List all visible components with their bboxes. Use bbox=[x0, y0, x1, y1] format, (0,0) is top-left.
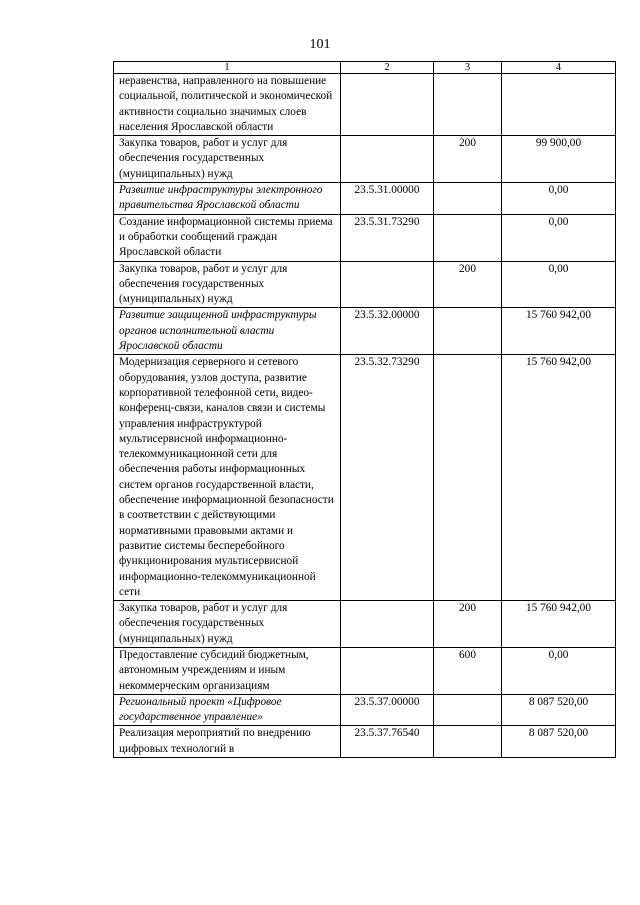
row-type-cell bbox=[434, 74, 502, 136]
row-name-cell: Региональный проект «Цифровое государственное управление» bbox=[114, 694, 341, 726]
header-cell: 4 bbox=[502, 62, 616, 74]
row-amount-cell bbox=[502, 74, 616, 136]
table-row bbox=[114, 647, 616, 694]
row-type-cell bbox=[434, 726, 502, 758]
table-body bbox=[114, 74, 616, 758]
row-type-cell: 200 bbox=[434, 601, 502, 648]
table-row bbox=[114, 136, 616, 183]
table-row bbox=[114, 601, 616, 648]
row-code-cell: 23.5.31.73290 bbox=[341, 214, 434, 261]
row-code-cell bbox=[341, 261, 434, 308]
row-amount-cell: 99 900,00 bbox=[502, 136, 616, 183]
row-name-cell: Модернизация серверного и сетевого оборудования, узлов доступа, развитие корпоративной телефонной сети, видео-конференц-связи, каналов связи и системы управления инфраструктурой мультисервисной информационно-телекоммуникационной сети для обеспечения работы информационных систем органов государственной власти, обеспечение информационной безопасности в соответствии с действующими нормативными правовыми актами и развитие системы бесперебойного функционирования мультисервисной информационно-телекоммуникационной сети bbox=[114, 355, 341, 601]
row-name-cell: Развитие защищенной инфраструктуры органов исполнительной власти Ярославской области bbox=[114, 308, 341, 355]
row-name-cell: Закупка товаров, работ и услуг для обеспечения государственных (муниципальных) нужд bbox=[114, 261, 341, 308]
table-row bbox=[114, 726, 616, 758]
header-cell: 2 bbox=[341, 62, 434, 74]
row-name-cell: Развитие инфраструктуры электронного правительства Ярославской области bbox=[114, 183, 341, 215]
row-code-cell: 23.5.32.73290 bbox=[341, 355, 434, 601]
header-cell: 3 bbox=[434, 62, 502, 74]
row-amount-cell: 15 760 942,00 bbox=[502, 308, 616, 355]
table-row bbox=[114, 308, 616, 355]
row-amount-cell: 8 087 520,00 bbox=[502, 694, 616, 726]
row-name-cell: Закупка товаров, работ и услуг для обеспечения государственных (муниципальных) нужд bbox=[114, 601, 341, 648]
row-name-cell: неравенства, направленного на повышение социальной, политической и экономической активности социально значимых слоев населения Ярославской области bbox=[114, 74, 341, 136]
row-amount-cell: 0,00 bbox=[502, 261, 616, 308]
row-code-cell bbox=[341, 601, 434, 648]
row-name-cell: Реализация мероприятий по внедрению цифровых технологий в bbox=[114, 726, 341, 758]
table-row bbox=[114, 261, 616, 308]
row-amount-cell: 15 760 942,00 bbox=[502, 355, 616, 601]
row-type-cell: 200 bbox=[434, 261, 502, 308]
row-type-cell bbox=[434, 183, 502, 215]
page-number: 101 bbox=[309, 37, 331, 52]
row-amount-cell: 0,00 bbox=[502, 183, 616, 215]
row-code-cell: 23.5.37.76540 bbox=[341, 726, 434, 758]
table-row bbox=[114, 214, 616, 261]
row-amount-cell: 8 087 520,00 bbox=[502, 726, 616, 758]
budget-table bbox=[113, 61, 616, 758]
row-code-cell: 23.5.32.00000 bbox=[341, 308, 434, 355]
row-type-cell bbox=[434, 214, 502, 261]
row-code-cell bbox=[341, 74, 434, 136]
row-type-cell: 200 bbox=[434, 136, 502, 183]
row-type-cell bbox=[434, 308, 502, 355]
row-name-cell: Закупка товаров, работ и услуг для обеспечения государственных (муниципальных) нужд bbox=[114, 136, 341, 183]
row-amount-cell: 0,00 bbox=[502, 214, 616, 261]
row-type-cell bbox=[434, 694, 502, 726]
row-type-cell: 600 bbox=[434, 647, 502, 694]
table-header-row bbox=[114, 62, 616, 74]
table-row bbox=[114, 74, 616, 136]
row-code-cell bbox=[341, 136, 434, 183]
table-row bbox=[114, 355, 616, 601]
row-code-cell bbox=[341, 647, 434, 694]
row-code-cell: 23.5.31.00000 bbox=[341, 183, 434, 215]
row-name-cell: Создание информационной системы приема и обработки сообщений граждан Ярославской области bbox=[114, 214, 341, 261]
row-amount-cell: 0,00 bbox=[502, 647, 616, 694]
row-amount-cell: 15 760 942,00 bbox=[502, 601, 616, 648]
row-type-cell bbox=[434, 355, 502, 601]
table-row bbox=[114, 694, 616, 726]
row-name-cell: Предоставление субсидий бюджетным, автономным учреждениям и иным некоммерческим организациям bbox=[114, 647, 341, 694]
row-code-cell: 23.5.37.00000 bbox=[341, 694, 434, 726]
header-cell: 1 bbox=[114, 62, 341, 74]
table-row bbox=[114, 183, 616, 215]
